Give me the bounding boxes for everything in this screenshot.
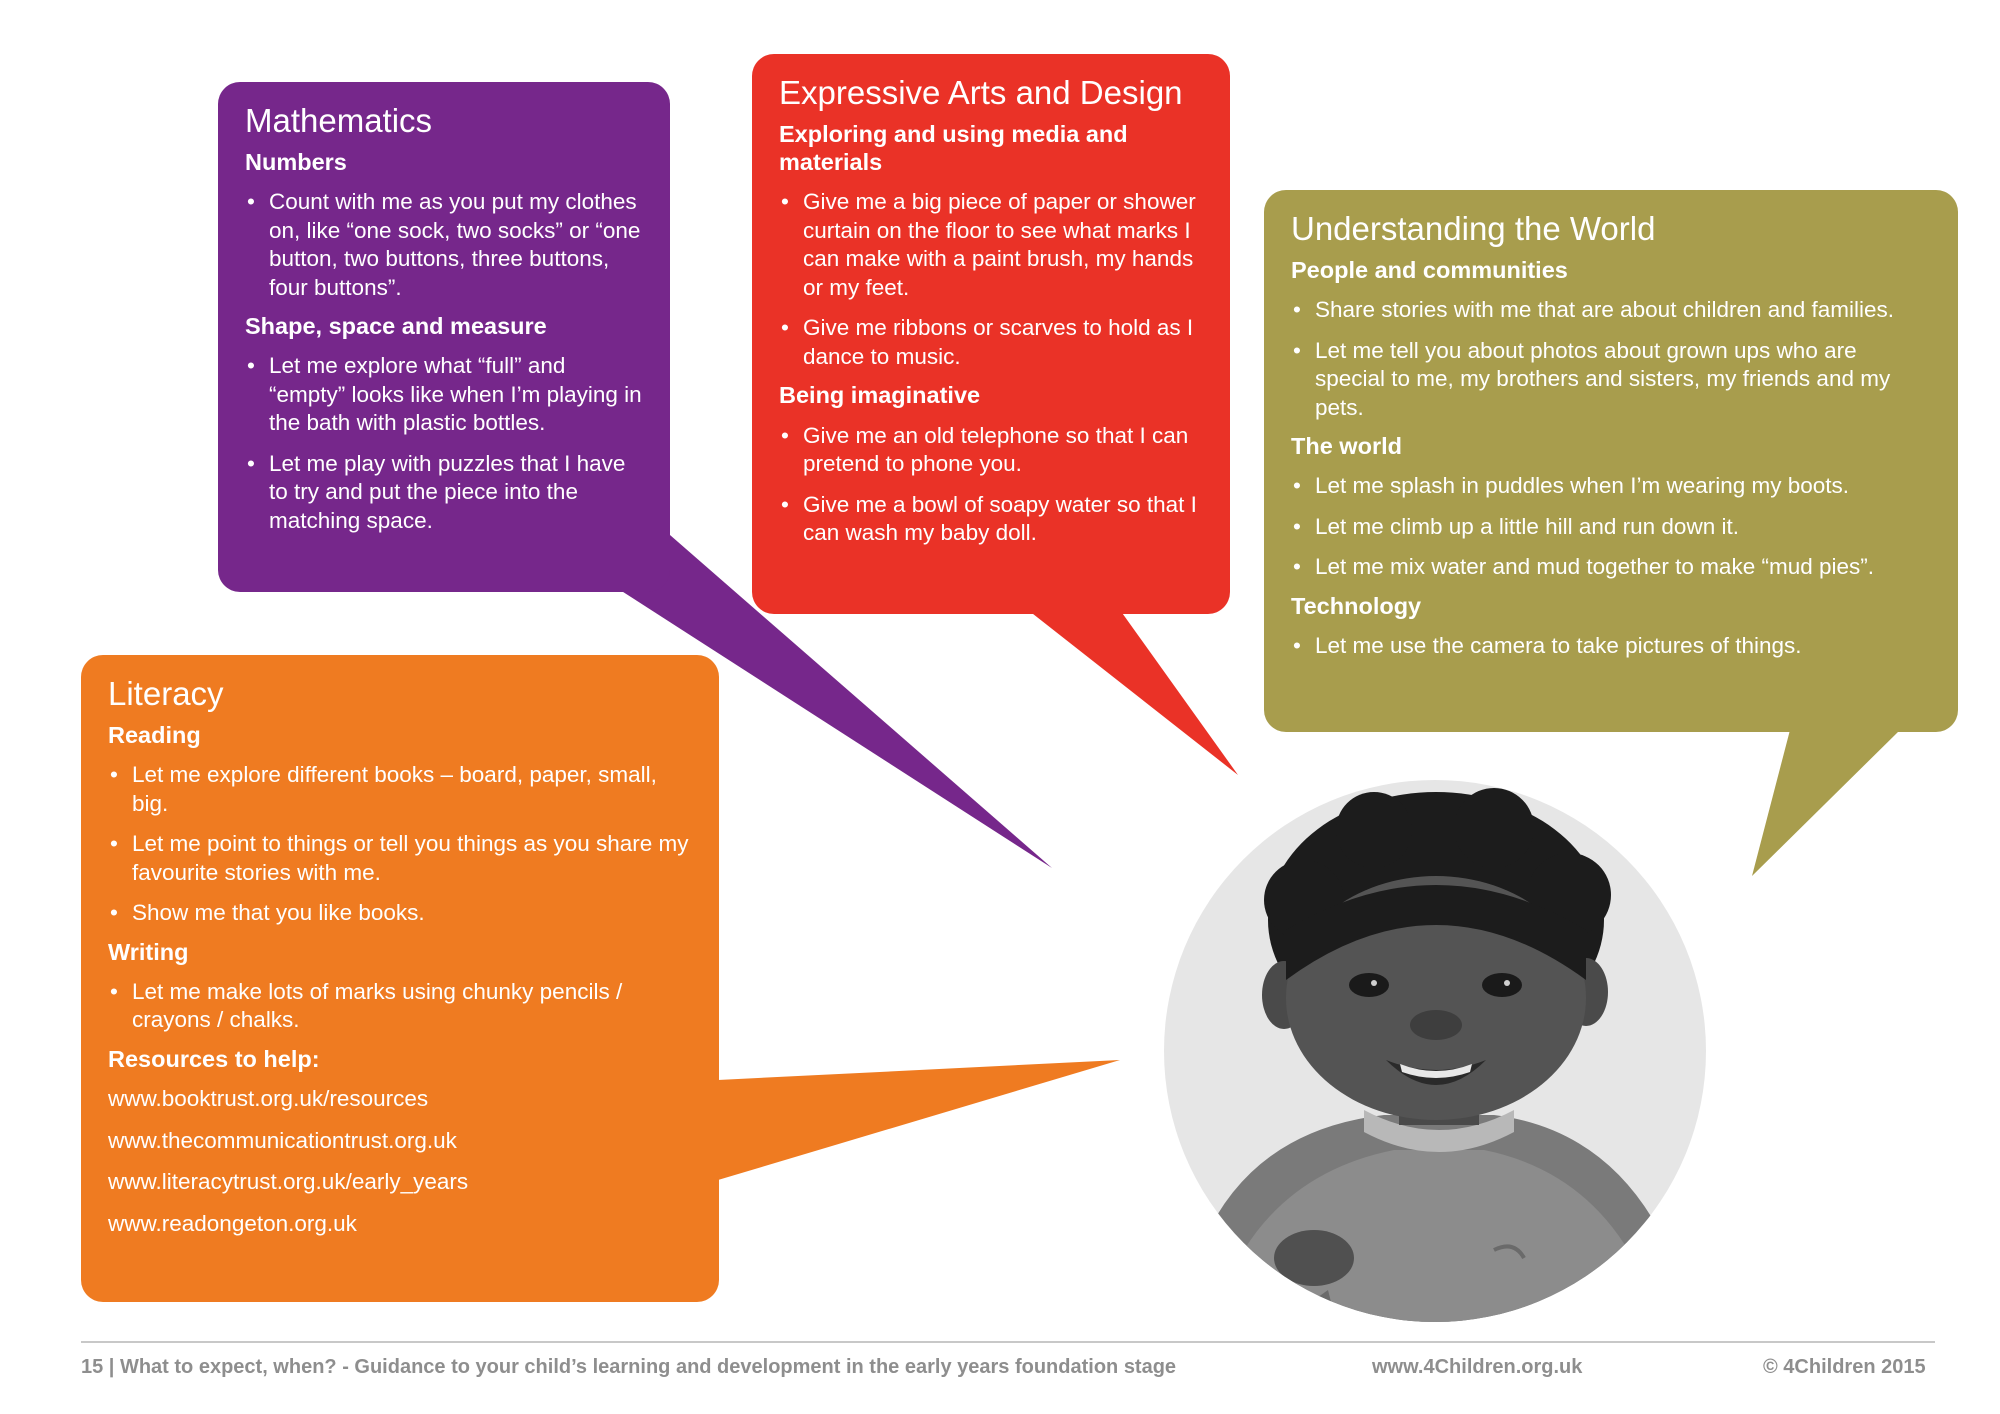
list-item: • Give me an old telephone so that I can pretend to phone you. (779, 422, 1202, 479)
list-item: • Let me mix water and mud together to make “mud pies”. (1291, 553, 1930, 582)
world-title: Understanding the World (1291, 210, 1656, 247)
writing-heading: Writing (108, 938, 189, 965)
list-item: • Give me a bowl of soapy water so that I can wash my baby doll. (779, 491, 1202, 548)
resource-link-booktrust[interactable]: www.booktrust.org.uk/resources (108, 1086, 429, 1111)
list-item: • Let me splash in puddles when I’m wearing my boots. (1291, 472, 1930, 501)
numbers-list (245, 188, 642, 302)
literacy-title: Literacy (108, 675, 224, 712)
list-item: • Let me explore what “full” and “empty” looks like when I’m playing in the bath with plastic bottles. (245, 352, 642, 438)
world-bubble (1264, 190, 1958, 732)
reading-list (108, 761, 691, 928)
footer-website-link[interactable]: www.4Children.org.uk (1372, 1356, 1583, 1378)
resources-heading: Resources to help: (108, 1045, 320, 1072)
resource-link-readongeton[interactable]: www.readongeton.org.uk (108, 1210, 357, 1236)
footer-divider (81, 1341, 1935, 1343)
list-item: • Let me play with puzzles that I have to try and put the piece into the matching space. (245, 450, 642, 536)
arts-title: Expressive Arts and Design (779, 74, 1183, 111)
child-photo (1164, 780, 1706, 1322)
list-item: • Share stories with me that are about children and families. (1291, 296, 1930, 325)
being-imaginative-heading: Being imaginative (779, 382, 981, 409)
the-world-heading: The world (1291, 433, 1402, 460)
shape-space-measure-heading: Shape, space and measure (245, 313, 547, 340)
list-item: • Let me make lots of marks using chunky pencils / crayons / chalks. (108, 978, 691, 1035)
the-world-list (1291, 472, 1930, 582)
being-imaginative-list (779, 422, 1202, 548)
list-item: • Let me tell you about photos about grown ups who are special to me, my brothers and sisters, my friends and my pets. (1291, 337, 1930, 423)
arts-bubble-tail (1028, 610, 1238, 775)
list-item: • Let me explore different books – board, paper, small, big. (108, 761, 691, 818)
world-bubble-tail (1752, 730, 1900, 876)
resource-link-literacytrust[interactable]: www.literacytrust.org.uk/early_years (108, 1169, 469, 1194)
shape-space-measure-list (245, 352, 642, 535)
arts-bubble (752, 54, 1230, 614)
people-communities-heading: People and communities (1291, 256, 1568, 283)
child-illustration (1164, 780, 1706, 1322)
mathematics-bubble (218, 82, 670, 592)
technology-heading: Technology (1291, 592, 1422, 619)
media-materials-heading: Exploring and using media and materials (779, 120, 1128, 176)
mathematics-title: Mathematics (245, 102, 433, 139)
list-item: • Let me climb up a little hill and run down it. (1291, 513, 1930, 542)
technology-list (1291, 632, 1930, 661)
writing-list (108, 978, 691, 1035)
literacy-bubble (81, 655, 719, 1302)
footer-page-caption: 15 | What to expect, when? - Guidance to your child’s learning and development in the early years foundation stage (81, 1356, 1177, 1378)
list-item: • Count with me as you put my clothes on, like “one sock, two socks” or “one button, two buttons, three buttons, four buttons”. (245, 188, 642, 302)
footer-copyright: © 4Children 2015 (1763, 1356, 1926, 1378)
list-item: • Show me that you like books. (108, 899, 691, 928)
literacy-bubble-tail (718, 1060, 1120, 1180)
resource-link-communicationtrust[interactable]: www.thecommunicationtrust.org.uk (108, 1127, 457, 1153)
list-item: • Give me a big piece of paper or shower curtain on the floor to see what marks I can make with a paint brush, my hands or my feet. (779, 188, 1202, 302)
numbers-heading: Numbers (245, 148, 347, 175)
list-item: • Give me ribbons or scarves to hold as I dance to music. (779, 314, 1202, 371)
people-communities-list (1291, 296, 1930, 422)
list-item: • Let me use the camera to take pictures of things. (1291, 632, 1930, 661)
list-item: • Let me point to things or tell you things as you share my favourite stories with me. (108, 830, 691, 887)
reading-heading: Reading (108, 721, 201, 748)
media-materials-list (779, 188, 1202, 371)
